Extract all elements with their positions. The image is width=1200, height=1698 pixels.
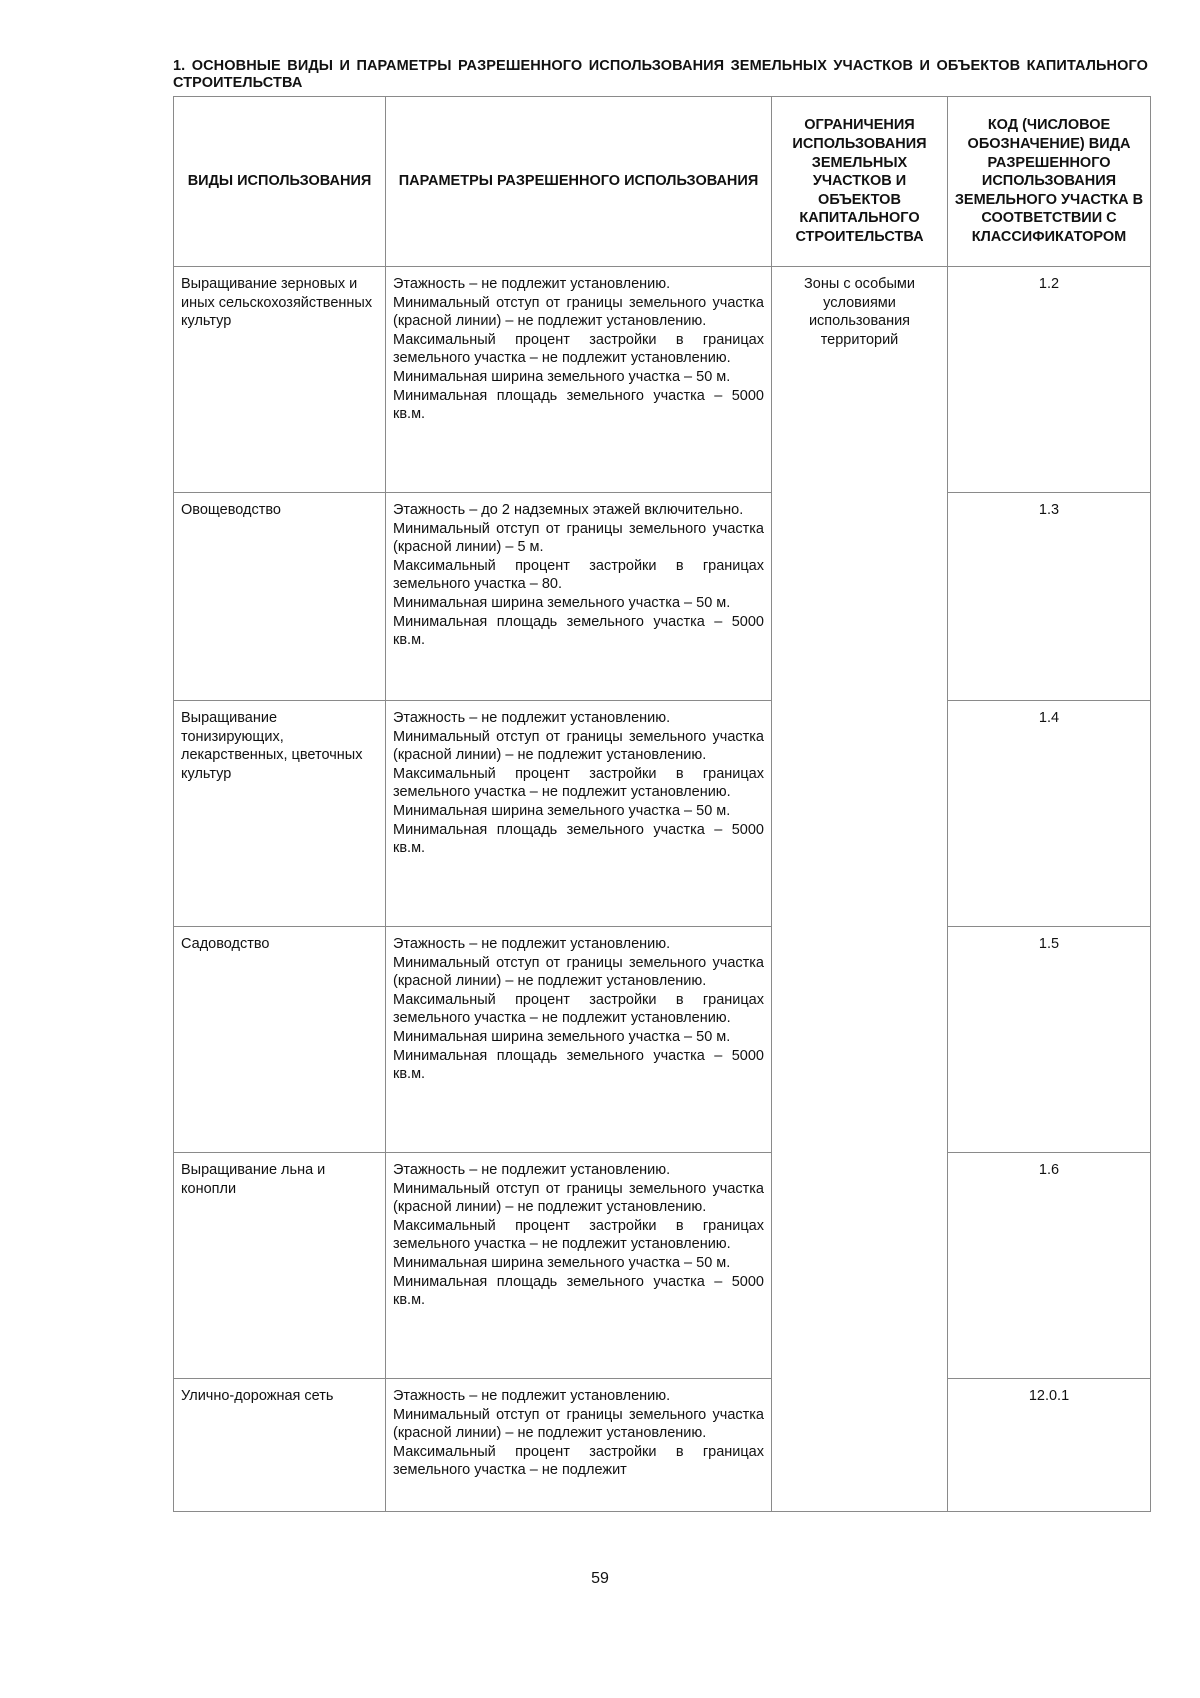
param-line: Минимальный отступ от границы земельного участка (красной линии) – не подлежит установлению. xyxy=(393,954,764,990)
table-row xyxy=(174,493,1151,701)
cell-code: 1.4 xyxy=(948,701,1151,927)
cell-params xyxy=(386,1153,772,1379)
header-code: КОД (ЧИСЛОВОЕ ОБОЗНАЧЕНИЕ) ВИДА РАЗРЕШЕННОГО ИСПОЛЬЗОВАНИЯ ЗЕМЕЛЬНОГО УЧАСТКА В СООТВЕТСТВИИ С КЛАССИФИКАТОРОМ xyxy=(948,97,1151,267)
cell-params xyxy=(386,927,772,1153)
param-line: Этажность – не подлежит установлению. xyxy=(393,936,671,952)
cell-kind: Выращивание льна и конопли xyxy=(174,1153,386,1379)
param-line: Минимальный отступ от границы земельного участка (красной линии) – не подлежит установлению. xyxy=(393,294,764,330)
param-line: Максимальный процент застройки в границах земельного участка – 80. xyxy=(393,557,764,593)
param-line: Минимальная ширина земельного участка – 50 м. xyxy=(393,1254,731,1271)
cell-params xyxy=(386,493,772,701)
cell-kind: Улично-дорожная сеть xyxy=(174,1379,386,1512)
param-line: Минимальная ширина земельного участка – 50 м. xyxy=(393,594,731,611)
header-restrictions: ОГРАНИЧЕНИЯ ИСПОЛЬЗОВАНИЯ ЗЕМЕЛЬНЫХ УЧАСТКОВ И ОБЪЕКТОВ КАПИТАЛЬНОГО СТРОИТЕЛЬСТВА xyxy=(772,97,948,267)
table-header-row xyxy=(174,97,1151,267)
param-line: Минимальная ширина земельного участка – 50 м. xyxy=(393,1028,731,1045)
cell-kind: Выращивание зерновых и иных сельскохозяйственных культур xyxy=(174,267,386,493)
cell-code: 1.3 xyxy=(948,493,1151,701)
param-line: Этажность – не подлежит установлению. xyxy=(393,710,671,726)
param-line: Максимальный процент застройки в границах земельного участка – не подлежит установлению. xyxy=(393,991,764,1027)
param-line: Минимальный отступ от границы земельного участка (красной линии) – 5 м. xyxy=(393,520,764,556)
cell-code: 1.5 xyxy=(948,927,1151,1153)
table-row xyxy=(174,267,1151,493)
cell-kind: Овощеводство xyxy=(174,493,386,701)
section-heading: 1. ОСНОВНЫЕ ВИДЫ И ПАРАМЕТРЫ РАЗРЕШЕННОГО ИСПОЛЬЗОВАНИЯ ЗЕМЕЛЬНЫХ УЧАСТКОВ И ОБЪЕКТОВ КАПИТАЛЬНОГО СТРОИТЕЛЬСТВА xyxy=(173,58,1148,91)
table-row xyxy=(174,927,1151,1153)
table-row xyxy=(174,701,1151,927)
param-line: Минимальный отступ от границы земельного участка (красной линии) – не подлежит установлению. xyxy=(393,1406,764,1442)
cell-code: 1.2 xyxy=(948,267,1151,493)
param-line: Минимальный отступ от границы земельного участка (красной линии) – не подлежит установлению. xyxy=(393,728,764,764)
land-use-table xyxy=(173,96,1151,1512)
param-line: Максимальный процент застройки в границах земельного участка – не подлежит xyxy=(393,1443,764,1479)
param-line: Минимальная ширина земельного участка – 50 м. xyxy=(393,368,731,385)
param-line: Этажность – не подлежит установлению. xyxy=(393,1162,671,1178)
cell-params xyxy=(386,701,772,927)
param-line: Минимальная площадь земельного участка – 5000 кв.м. xyxy=(393,1047,764,1083)
cell-restrictions: Зоны с особыми условиями использования территорий xyxy=(772,267,948,1512)
cell-code: 12.0.1 xyxy=(948,1379,1151,1512)
param-line: Минимальная площадь земельного участка – 5000 кв.м. xyxy=(393,387,764,423)
cell-kind: Выращивание тонизирующих, лекарственных, цветочных культур xyxy=(174,701,386,927)
param-line: Минимальная площадь земельного участка – 5000 кв.м. xyxy=(393,821,764,857)
param-line: Этажность – не подлежит установлению. xyxy=(393,276,671,292)
page-number: 59 xyxy=(591,1570,609,1587)
param-line: Максимальный процент застройки в границах земельного участка – не подлежит установлению. xyxy=(393,1217,764,1253)
param-line: Минимальный отступ от границы земельного участка (красной линии) – не подлежит установлению. xyxy=(393,1180,764,1216)
param-line: Этажность – не подлежит установлению. xyxy=(393,1388,671,1404)
param-line: Минимальная ширина земельного участка – 50 м. xyxy=(393,802,731,819)
param-line: Этажность – до 2 надземных этажей включительно. xyxy=(393,502,744,518)
header-params: ПАРАМЕТРЫ РАЗРЕШЕННОГО ИСПОЛЬЗОВАНИЯ xyxy=(386,97,772,267)
table-row xyxy=(174,1153,1151,1379)
cell-params xyxy=(386,1379,772,1512)
cell-code: 1.6 xyxy=(948,1153,1151,1379)
header-kind: ВИДЫ ИСПОЛЬЗОВАНИЯ xyxy=(174,97,386,267)
cell-params xyxy=(386,267,772,493)
param-line: Минимальная площадь земельного участка – 5000 кв.м. xyxy=(393,613,764,649)
param-line: Минимальная площадь земельного участка – 5000 кв.м. xyxy=(393,1273,764,1309)
table-row xyxy=(174,1379,1151,1512)
param-line: Максимальный процент застройки в границах земельного участка – не подлежит установлению. xyxy=(393,331,764,367)
cell-kind: Садоводство xyxy=(174,927,386,1153)
param-line: Максимальный процент застройки в границах земельного участка – не подлежит установлению. xyxy=(393,765,764,801)
